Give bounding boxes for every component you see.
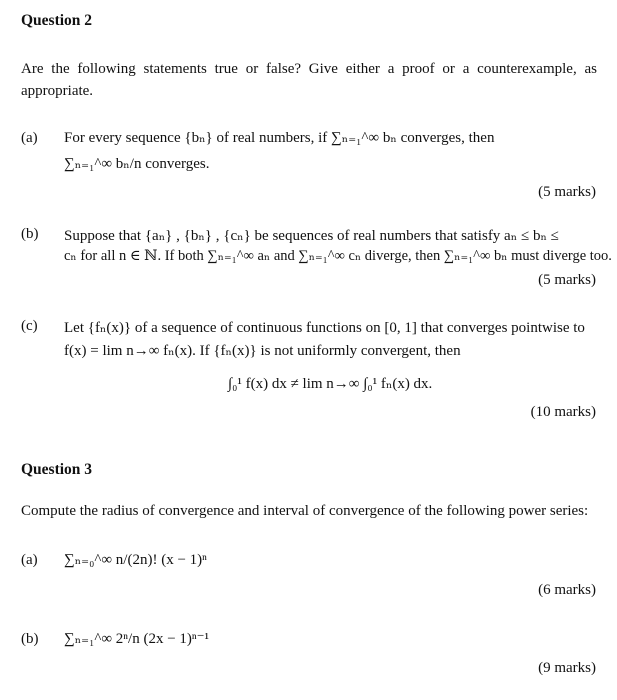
q2c-marks: (10 marks) bbox=[530, 404, 596, 420]
q3b-label: (b) bbox=[21, 631, 39, 647]
q2c-line2: f(x) = lim n→∞ fₙ(x). If {fₙ(x)} is not uniformly convergent, then bbox=[64, 343, 461, 359]
question-3-intro: Compute the radius of convergence and interval of convergence of the following power series: bbox=[21, 503, 589, 519]
q2a-label: (a) bbox=[21, 130, 38, 146]
q2b-marks: (5 marks) bbox=[538, 272, 596, 288]
question-2-heading: Question 2 bbox=[21, 12, 93, 29]
q3b-marks: (9 marks) bbox=[538, 660, 596, 676]
q2a-line1: For every sequence {bₙ} of real numbers, if ∑ₙ₌₁^∞ bₙ converges, then bbox=[64, 130, 495, 146]
q3a-marks: (6 marks) bbox=[538, 582, 596, 598]
q3a-series: ∑ₙ₌₀^∞ n/(2n)! (x − 1)ⁿ bbox=[64, 552, 207, 568]
q2c-label: (c) bbox=[21, 318, 38, 334]
q2a-marks: (5 marks) bbox=[538, 184, 596, 200]
q2b-label: (b) bbox=[21, 226, 39, 242]
question-3-heading: Question 3 bbox=[21, 461, 93, 478]
q2b-line1: Suppose that {aₙ} , {bₙ} , {cₙ} be sequences of real numbers that satisfy aₙ ≤ bₙ ≤ bbox=[64, 228, 559, 244]
q3b-series: ∑ₙ₌₁^∞ 2ⁿ/n (2x − 1)ⁿ⁻¹ bbox=[64, 631, 210, 647]
q3a-label: (a) bbox=[21, 552, 38, 568]
question-2-intro-line2: appropriate. bbox=[21, 83, 94, 99]
q2b-line2: cₙ for all n ∈ ℕ. If both ∑ₙ₌₁^∞ aₙ and ∑ₙ₌₁^∞ cₙ diverge, then ∑ₙ₌₁^∞ bₙ must diverge too. bbox=[64, 248, 612, 264]
q2c-integral-equation: ∫₀¹ f(x) dx ≠ lim n→∞ ∫₀¹ fₙ(x) dx. bbox=[228, 376, 433, 392]
q2a-line2: ∑ₙ₌₁^∞ bₙ/n converges. bbox=[64, 156, 210, 172]
question-2-intro-line1: Are the following statements true or false? Give either a proof or a counterexample, as bbox=[21, 61, 597, 77]
q2c-line1: Let {fₙ(x)} of a sequence of continuous functions on [0, 1] that converges pointwise to bbox=[64, 320, 585, 336]
